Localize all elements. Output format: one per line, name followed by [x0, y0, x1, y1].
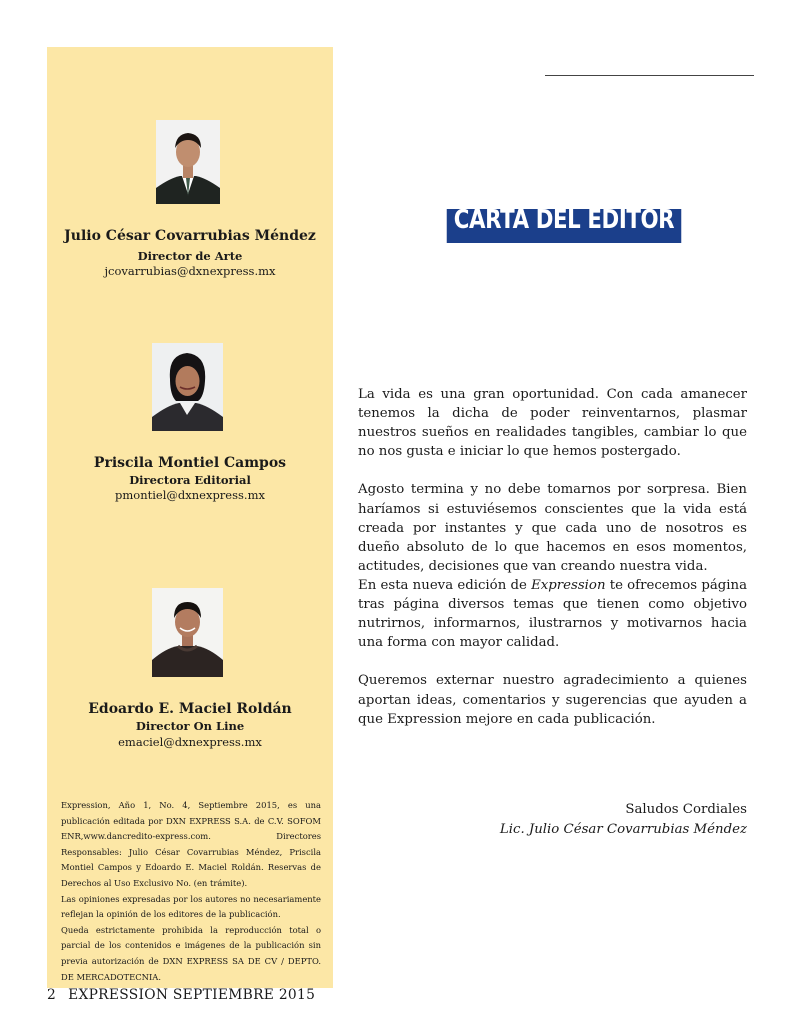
- staff-sidebar: [47, 47, 333, 988]
- closing-greeting: Saludos Cordiales: [625, 802, 747, 817]
- legal-paragraph: Queda estrictamente prohibida la reproducción total o parcial de los contenidos e imágenes de la publicación sin previa autorización de DXN EXPRESS SA DE CV / DEPTO. DE MERCADOTECNIA.: [61, 924, 321, 982]
- portrait-priscila-photo: [152, 343, 223, 431]
- legal-paragraph: Expression, Año 1, No. 4, Septiembre 2015, es una publicación editada por DXN EXPRESS S.A. de C.V. SOFOM ENR,www.dancredito-express.com. Directores Responsables: Julio César Covarrubias Méndez, Priscila Montiel Campos y Edoardo E. Maciel Roldán. Reservas de Derechos al Uso Exclusivo No. (en trámite).: [61, 800, 321, 888]
- letter-closing: [420, 800, 747, 839]
- staff-name: Edoardo E. Maciel Roldán: [88, 701, 292, 717]
- letter-paragraph: La vida es una gran oportunidad. Con cada amanecer tenemos la dicha de poder reinventarnos, plasmar nuestros sueños en realidades tangibles, cambiar lo que no nos gusta e iniciar lo que hemos postergado.: [358, 387, 747, 460]
- footer-text: EXPRESSION SEPTIEMBRE 2015: [68, 987, 316, 1003]
- publication-title: Expression: [531, 577, 606, 593]
- staff-email: pmontiel@dxnexpress.mx: [115, 488, 265, 502]
- staff-name: Priscila Montiel Campos: [93, 455, 287, 471]
- section-title: CARTA DEL EDITOR: [453, 205, 675, 235]
- legal-paragraph: Las opiniones expresadas por los autores no necesariamente reflejan la opinión de los editores de la publicación.: [61, 893, 321, 920]
- staff-role: Director On Line: [135, 719, 245, 733]
- staff-role: Directora Editorial: [129, 473, 251, 487]
- letter-paragraph: [358, 576, 747, 652]
- letter-text: te ofrecemos página tras página diversos temas que tienen como objetivo nutrirnos, informarnos, ilustrarnos y motivarnos hacia una forma con mayor calidad.: [358, 577, 748, 651]
- letter-paragraph: Queremos externar nuestro agradecimiento a quienes aportan ideas, comentarios y sugerencias que ayuden a que Expression mejore en cada publicación.: [358, 673, 747, 727]
- portrait-edoardo-photo: [152, 588, 223, 677]
- letter-paragraph: Agosto termina y no debe tomarnos por sorpresa. Bien haríamos si estuviésemos conscientes que la vida está creada por instantes y que cada uno de nosotros es dueño absoluto de lo que hacemos en esos momentos, actitudes, decisiones que van creando nuestra vida.: [358, 482, 747, 574]
- staff-role: Director de Arte: [137, 249, 243, 263]
- editor-letter: [358, 385, 747, 729]
- letter-text: En esta nueva edición de: [358, 577, 532, 593]
- staff-email: jcovarrubias@dxnexpress.mx: [104, 264, 276, 278]
- staff-name: Julio César Covarrubias Méndez: [64, 228, 316, 244]
- section-banner: [447, 205, 682, 243]
- signature: Lic. Julio César Covarrubias Méndez: [499, 821, 747, 837]
- page-number: 2: [47, 987, 57, 1003]
- staff-email: emaciel@dxnexpress.mx: [118, 735, 262, 749]
- page-footer: [47, 987, 315, 1003]
- portrait-julio-photo: [156, 120, 220, 204]
- legal-notice: [61, 798, 321, 985]
- header-divider: [545, 75, 754, 76]
